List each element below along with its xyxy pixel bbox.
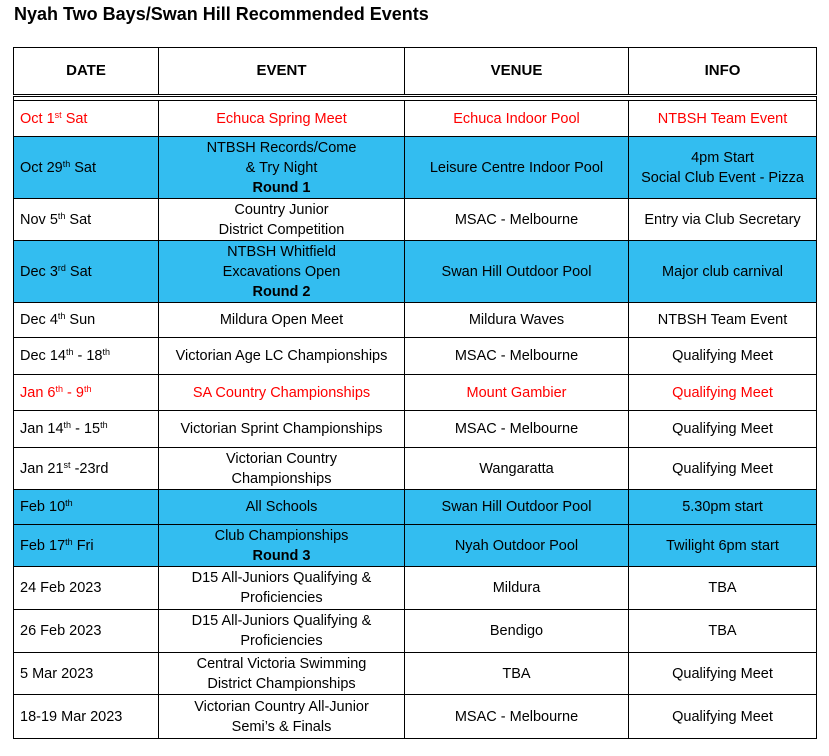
info-line: 5.30pm start	[682, 499, 763, 515]
event-cell	[159, 610, 405, 653]
venue-cell: Swan Hill Outdoor Pool	[405, 241, 629, 303]
info-line: Entry via Club Secretary	[644, 211, 801, 228]
date-text: Sat	[65, 263, 92, 280]
event-cell	[159, 411, 405, 448]
info-cell	[629, 241, 817, 303]
date-text: Feb 10	[20, 499, 66, 515]
event-line: & Try Night	[245, 159, 318, 176]
venue-cell: Swan Hill Outdoor Pool	[405, 490, 629, 525]
date-cell	[14, 303, 159, 338]
event-cell	[159, 303, 405, 338]
date-text: 5 Mar 2023	[20, 665, 94, 682]
info-cell	[629, 375, 817, 411]
event-cell	[159, 490, 405, 525]
table-row	[14, 199, 817, 241]
event-line: Echuca Spring Meet	[216, 110, 347, 127]
date-text: Dec 14	[20, 348, 66, 364]
info-cell	[629, 610, 817, 653]
venue-cell: Mildura Waves	[405, 303, 629, 338]
event-line: Club Championships	[214, 527, 349, 544]
event-cell	[159, 695, 405, 739]
date-suffix: th	[62, 158, 71, 169]
date-suffix: th	[57, 210, 66, 221]
info-cell	[629, 137, 817, 199]
date-cell	[14, 338, 159, 375]
date-cell	[14, 137, 159, 199]
table-row	[14, 137, 817, 199]
event-cell	[159, 101, 405, 137]
info-cell	[629, 653, 817, 695]
event-line: Proficiencies	[240, 590, 323, 606]
header-venue: VENUE	[405, 48, 629, 96]
event-cell	[159, 338, 405, 375]
date-cell	[14, 448, 159, 490]
date-cell	[14, 411, 159, 448]
venue-cell: TBA	[405, 653, 629, 695]
date-text: - 18	[73, 348, 103, 364]
info-cell	[629, 695, 817, 739]
date-text: Jan 6	[20, 384, 56, 401]
event-cell	[159, 567, 405, 610]
date-text: Sun	[65, 312, 96, 328]
date-text: Jan 21	[20, 460, 64, 477]
event-line: Victorian Country	[226, 450, 337, 467]
table-row	[14, 338, 817, 375]
header-info: INFO	[629, 48, 817, 96]
info-cell	[629, 199, 817, 241]
event-line: Championships	[231, 470, 332, 487]
date-text: 18-19 Mar 2023	[20, 708, 123, 725]
info-cell	[629, 303, 817, 338]
table-row	[14, 411, 817, 448]
info-line: Twilight 6pm start	[666, 537, 779, 554]
event-line: SA Country Championships	[192, 384, 371, 401]
event-line: Country Junior	[234, 201, 329, 218]
date-cell	[14, 525, 159, 567]
info-line: Qualifying Meet	[672, 665, 773, 682]
date-cell	[14, 199, 159, 241]
date-text: Fri	[72, 537, 94, 554]
table-row	[14, 610, 817, 653]
info-line: Qualifying Meet	[672, 348, 773, 364]
event-cell	[159, 375, 405, 411]
date-suffix: th	[65, 536, 73, 547]
info-line: 4pm Start	[691, 149, 754, 166]
date-text: -23rd	[70, 460, 109, 477]
event-cell	[159, 241, 405, 303]
date-text: Sat	[65, 211, 92, 228]
venue-cell: MSAC - Melbourne	[405, 411, 629, 448]
date-text: Nov 5	[20, 211, 58, 228]
events-table	[13, 47, 817, 739]
date-text: Dec 4	[20, 312, 58, 328]
date-cell	[14, 567, 159, 610]
table-row	[14, 525, 817, 567]
table-row	[14, 101, 817, 137]
date-suffix: th	[83, 383, 92, 394]
date-suffix: th	[55, 383, 63, 394]
date-suffix: st	[54, 109, 62, 120]
date-cell	[14, 490, 159, 525]
info-line: NTBSH Team Event	[657, 312, 788, 328]
info-line: Major club carnival	[662, 263, 783, 280]
event-round: Round 3	[252, 547, 311, 564]
date-suffix: th	[65, 498, 73, 508]
info-cell	[629, 101, 817, 137]
date-suffix: th	[63, 420, 72, 430]
date-text: Oct 1	[20, 110, 55, 127]
info-line: TBA	[708, 623, 737, 639]
date-text: Dec 3	[20, 263, 58, 280]
table-row	[14, 490, 817, 525]
date-suffix: th	[100, 420, 108, 430]
header-row	[14, 48, 817, 96]
date-suffix: rd	[57, 262, 66, 273]
date-text: Sat	[61, 110, 88, 127]
venue-cell: MSAC - Melbourne	[405, 199, 629, 241]
table-row	[14, 695, 817, 739]
venue-cell: Wangaratta	[405, 448, 629, 490]
date-cell	[14, 610, 159, 653]
info-cell	[629, 411, 817, 448]
date-suffix: th	[102, 347, 110, 357]
event-cell	[159, 199, 405, 241]
date-cell	[14, 101, 159, 137]
event-line: Victorian Country All-Junior	[194, 698, 369, 715]
date-text: Sat	[70, 159, 97, 176]
venue-cell: Mount Gambier	[405, 375, 629, 411]
page-title: Nyah Two Bays/Swan Hill Recommended Events	[14, 4, 429, 24]
event-line: Mildura Open Meet	[219, 312, 344, 328]
event-cell	[159, 653, 405, 695]
info-line: Qualifying Meet	[672, 421, 773, 437]
info-line: Social Club Event - Pizza	[641, 169, 804, 186]
info-line: TBA	[708, 580, 737, 596]
date-cell	[14, 695, 159, 739]
venue-cell: Mildura	[405, 567, 629, 610]
event-line: NTBSH Whitfield	[227, 243, 336, 260]
date-text: 24 Feb 2023	[20, 580, 102, 596]
event-cell	[159, 448, 405, 490]
date-text: - 9	[63, 384, 84, 401]
event-line: Victorian Sprint Championships	[180, 421, 383, 437]
table-row	[14, 567, 817, 610]
date-suffix: st	[63, 459, 71, 470]
date-text: Jan 14	[20, 421, 64, 437]
date-cell	[14, 653, 159, 695]
header-date: DATE	[14, 48, 159, 96]
date-text: 26 Feb 2023	[20, 623, 102, 639]
table-row	[14, 375, 817, 411]
info-line: NTBSH Team Event	[657, 110, 788, 127]
event-cell	[159, 137, 405, 199]
header-event: EVENT	[159, 48, 405, 96]
table-row	[14, 241, 817, 303]
date-suffix: th	[65, 347, 74, 357]
event-line: D15 All-Juniors Qualifying &	[191, 570, 372, 586]
table-row	[14, 448, 817, 490]
date-cell	[14, 241, 159, 303]
info-line: Qualifying Meet	[672, 460, 773, 477]
venue-cell: Nyah Outdoor Pool	[405, 525, 629, 567]
event-line: Semi’s & Finals	[231, 718, 332, 735]
info-line: Qualifying Meet	[672, 708, 773, 725]
info-cell	[629, 338, 817, 375]
table-row	[14, 303, 817, 338]
date-text: - 15	[71, 421, 101, 437]
info-cell	[629, 525, 817, 567]
venue-cell: Echuca Indoor Pool	[405, 101, 629, 137]
event-line: NTBSH Records/Come	[206, 139, 357, 156]
date-text: Feb 17	[20, 537, 66, 554]
venue-cell: MSAC - Melbourne	[405, 695, 629, 739]
table-row	[14, 653, 817, 695]
event-line: District Competition	[218, 221, 345, 238]
event-line: Victorian Age LC Championships	[175, 348, 388, 364]
event-line: D15 All-Juniors Qualifying &	[191, 613, 372, 629]
info-cell	[629, 567, 817, 610]
event-line: Excavations Open	[222, 263, 341, 280]
event-line: Central Victoria Swimming	[196, 655, 367, 672]
event-round: Round 2	[252, 283, 311, 300]
venue-cell: Leisure Centre Indoor Pool	[405, 137, 629, 199]
info-cell	[629, 448, 817, 490]
event-cell	[159, 525, 405, 567]
event-line: District Championships	[207, 675, 356, 692]
event-line: All Schools	[245, 499, 318, 515]
date-text: Oct 29	[20, 159, 63, 176]
info-line: Qualifying Meet	[672, 384, 773, 401]
venue-cell: Bendigo	[405, 610, 629, 653]
date-suffix: th	[57, 311, 66, 321]
info-cell	[629, 490, 817, 525]
venue-cell: MSAC - Melbourne	[405, 338, 629, 375]
event-round: Round 1	[252, 179, 311, 196]
date-cell	[14, 375, 159, 411]
event-line: Proficiencies	[240, 633, 323, 649]
